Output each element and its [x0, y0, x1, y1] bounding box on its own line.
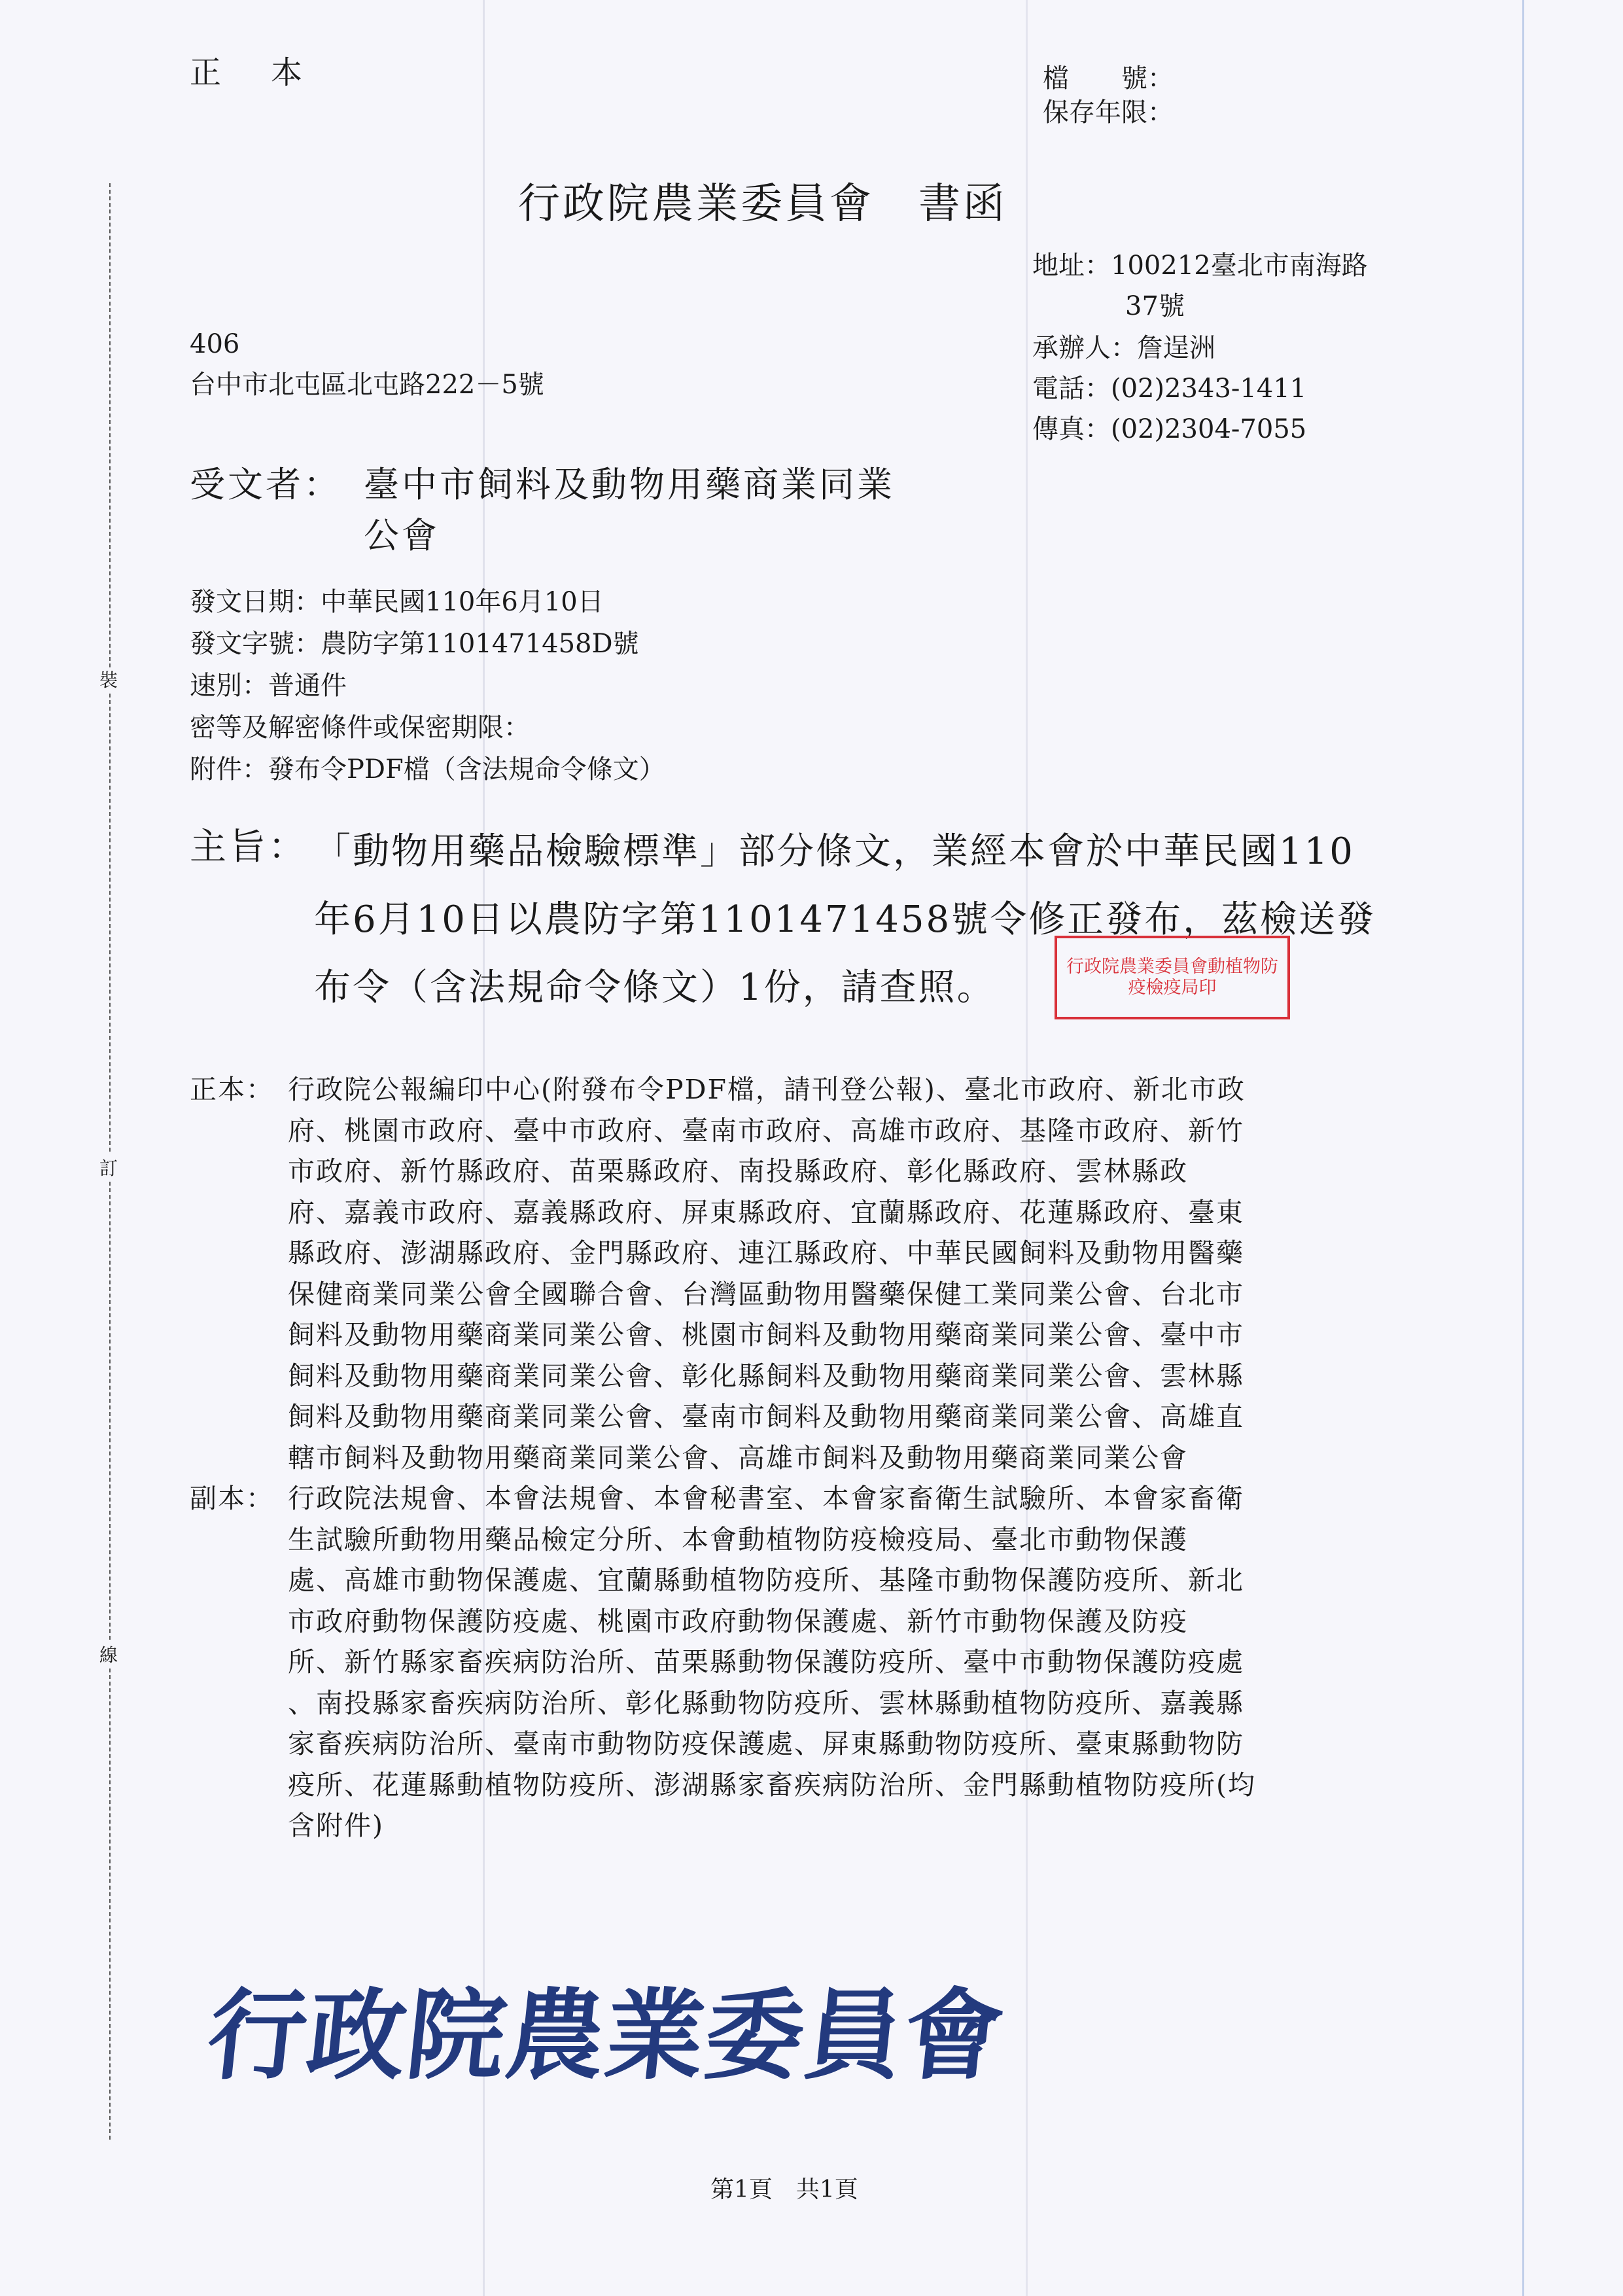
binding-mark-ding: 訂: [99, 1157, 118, 1179]
cc-line: 處、高雄市動物保護處、宜蘭縣動植物防疫所、基隆市動物保護防疫所、新北: [288, 1564, 1244, 1596]
sender-phone: 電話：(02)2343-1411: [1032, 374, 1307, 404]
main-recipients-line: 飼料及動物用藥商業同業公會、臺南市飼料及動物用藥商業同業公會、高雄直: [288, 1401, 1244, 1432]
cc-line: 所、新竹縣家畜疾病防治所、苗栗縣動物保護防疫所、臺中市動物保護防疫處: [288, 1646, 1244, 1678]
sender-fax: 傳真：(02)2304-7055: [1032, 414, 1307, 444]
page-number: 第1頁 共1頁: [710, 2176, 858, 2203]
cc-line: 家畜疾病防治所、臺南市動物防疫保護處、屏東縣動物防疫所、臺東縣動物防: [288, 1728, 1244, 1759]
subject-line: 「動物用藥品檢驗標準」部分條文，業經本會於中華民國110: [314, 830, 1355, 873]
retention-label: 保存年限：: [1043, 97, 1174, 128]
cc-line: 、南投縣家畜疾病防治所、彰化縣動物防疫所、雲林縣動植物防疫所、嘉義縣: [288, 1687, 1244, 1719]
sender-address-cont: 37號: [1125, 291, 1185, 321]
main-recipients-line: 保健商業同業公會全國聯合會、台灣區動物用醫藥保健工業同業公會、台北市: [288, 1278, 1244, 1310]
cc-line: 行政院法規會、本會法規會、本會秘書室、本會家畜衛生試驗所、本會家畜衛: [288, 1483, 1244, 1514]
binding-dash-line: [109, 1669, 111, 2140]
main-recipients-line: 飼料及動物用藥商業同業公會、彰化縣飼料及動物用藥商業同業公會、雲林縣: [288, 1360, 1244, 1392]
main-recipients-line: 轄市飼料及動物用藥商業同業公會、高雄市飼料及動物用藥商業同業公會: [288, 1441, 1188, 1474]
sender-contact: 承辦人：詹逞洲: [1032, 333, 1215, 363]
scan-line: [1522, 0, 1524, 2296]
file-no-label: 檔 號：: [1043, 63, 1174, 94]
binding-mark-zhuang: 裝: [99, 669, 118, 691]
recipient-zip: 406: [190, 329, 240, 359]
sender-address: 地址：100212臺北市南海路: [1032, 251, 1368, 281]
classification: 密等及解密條件或保密期限：: [190, 713, 530, 743]
subject-line: 布令（含法規命令條文）1份，請查照。: [314, 966, 996, 1009]
subject-label: 主旨：: [190, 826, 307, 868]
cc-line: 市政府動物保護防疫處、桃園市政府動物保護處、新竹市動物保護及防疫: [288, 1605, 1188, 1637]
urgency: 速別：普通件: [190, 671, 347, 701]
cc-line: 疫所、花蓮縣動植物防疫所、澎湖縣家畜疾病防治所、金門縣動植物防疫所(均: [288, 1769, 1256, 1801]
main-recipients-line: 府、桃園市政府、臺中市政府、臺南市政府、高雄市政府、基隆市政府、新竹: [288, 1114, 1244, 1146]
main-recipients-list: [288, 1069, 1246, 1478]
attachment: 附件：發布令PDF檔（含法規命令條文）: [190, 754, 665, 785]
main-recipients-label: 正本：: [190, 1074, 274, 1105]
official-seal: 行政院農業委員會動植物防疫檢疫局印: [1055, 936, 1290, 1019]
cc-line: 生試驗所動物用藥品檢定分所、本會動植物防疫檢疫局、臺北市動物保護: [288, 1523, 1188, 1555]
binding-dash-line: [109, 694, 111, 1152]
main-recipients-line: 飼料及動物用藥商業同業公會、桃園市飼料及動物用藥商業同業公會、臺中市: [288, 1319, 1244, 1351]
cc-list: [288, 1478, 1256, 1846]
recipient-label: 受文者：: [190, 464, 341, 505]
subject-line: 年6月10日以農防字第1101471458號令修正發布，茲檢送發: [314, 898, 1376, 941]
main-recipients-line: 府、嘉義市政府、嘉義縣政府、屏東縣政府、宜蘭縣政府、花蓮縣政府、臺東: [288, 1196, 1244, 1228]
recipient-name: 臺中市飼料及動物用藥商業同業: [364, 464, 895, 505]
issue-number: 發文字號：農防字第1101471458D號: [190, 629, 639, 659]
recipient-name-cont: 公會: [364, 515, 440, 556]
binding-dash-line: [109, 1182, 111, 1640]
meta-block: [190, 581, 665, 790]
issue-date: 發文日期：中華民國110年6月10日: [190, 587, 604, 617]
main-recipients-line: 行政院公報編印中心(附發布令PDF檔，請刊登公報)、臺北市政府、新北市政: [288, 1074, 1246, 1105]
cc-label: 副本：: [190, 1483, 274, 1514]
binding-mark-xian: 線: [99, 1644, 118, 1666]
cc-line: 含附件): [288, 1810, 384, 1841]
binding-dash-line: [109, 183, 111, 667]
copy-type-label: 正 本: [190, 54, 312, 91]
main-recipients-line: 縣政府、澎湖縣政府、金門縣政府、連江縣政府、中華民國飼料及動物用醫藥: [288, 1237, 1244, 1269]
agency-stamp: 行政院農業委員會: [202, 1979, 1010, 2093]
main-recipients-line: 市政府、新竹縣政府、苗栗縣政府、南投縣政府、彰化縣政府、雲林縣政: [288, 1156, 1188, 1187]
recipient-street: 台中市北屯區北屯路222－5號: [190, 370, 544, 400]
document-title: 行政院農業委員會 書函: [518, 180, 1007, 228]
